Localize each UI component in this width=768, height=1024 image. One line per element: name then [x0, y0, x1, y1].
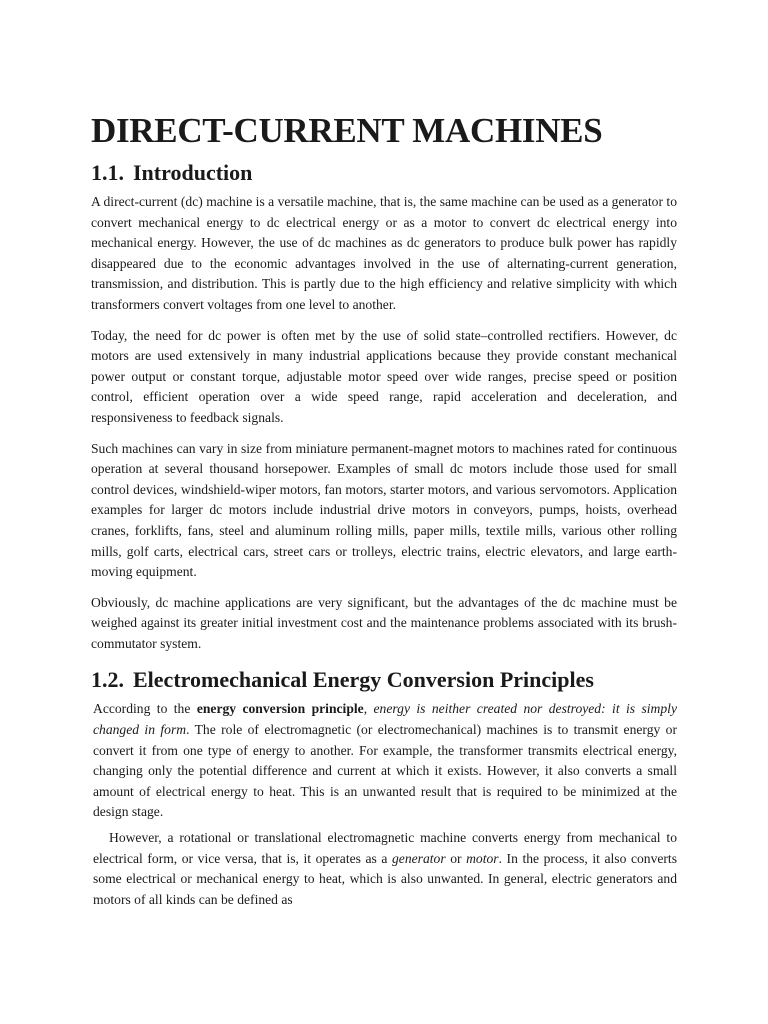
paragraph: Today, the need for dc power is often met by the use of solid state–controlled rectifiers. However, dc motors are used extensively in many industrial applications because they provide constant mechanical power output or constant torque, adjustable motor speed over wide ranges, precise speed or position control, efficient operation over a wide speed range, rapid acceleration and deceleration, and responsiveness to feedback signals.: [91, 327, 677, 425]
bold-term: energy conversion principle: [196, 701, 364, 717]
document-title: DIRECT-CURRENT MACHINES: [91, 111, 603, 150]
paragraph: Such machines can vary in size from miniature permanent-magnet motors to machines rated for continuous operation at several thousand horsepower. Examples of small dc motors include those used for small control devices, windshield-wiper motors, fan motors, starter motors, and various servomotors. Application examples for larger dc motors include industrial drive motors in conveyors, pumps, hoists, overhead cranes, forklifts, fans, steel and aluminum rolling mills, paper mills, textile mills, various other rolling mills, golf carts, electrical cars, street cars or trolleys, electric trains, electric elevators, and large earth-moving equipment.: [91, 440, 677, 580]
text-run: . The role of electromagnetic (or electromechanical) machines is to transmit energy or convert it from one type of energy to another. For example, the transformer transmits electrical energy, changing only the potential difference and current at which it exists. However, it also converts a small amount of electrical energy to heat. This is an unwanted result that is required to be minimized at the design stage.: [93, 722, 677, 820]
section-title: Electromechanical Energy Conversion Principles: [133, 667, 594, 693]
section-heading-introduction: [91, 158, 677, 188]
section-title: Introduction: [133, 160, 253, 185]
section-number: 1.1.: [91, 160, 124, 185]
section-heading-energy-conversion: [91, 665, 677, 695]
paragraph: A direct-current (dc) machine is a versatile machine, that is, the same machine can be used as a generator to convert mechanical energy to dc electrical energy or as a motor to convert dc electrical energy into mechanical energy. However, the use of dc machines as dc generators to produce bulk power has rapidly disappeared due to the economic advantages involved in the use of alternating-current generation, transmission, and distribution. This is partly due to the high efficiency and relative simplicity with which transformers convert voltages from one level to another.: [91, 194, 677, 312]
text-run: According to the: [93, 701, 197, 717]
document-page: [91, 108, 677, 910]
paragraph: [91, 699, 677, 823]
text-run: ,: [363, 701, 374, 717]
paragraph: [91, 828, 677, 910]
italic-term: motor: [466, 850, 499, 866]
text-run: . In the process, it also converts some electrical or mechanical energy to heat, which is also unwanted. In general, electric generators and motors of all kinds can be defined as: [93, 850, 677, 907]
text-run: However, a rotational or translational electromagnetic machine converts energy from mechanical to electrical form, or vice versa, that is, it operates as a: [93, 830, 677, 866]
section-number: 1.2.: [91, 667, 124, 693]
italic-emphasis: energy is neither created nor destroyed: it is simply changed in form: [93, 701, 677, 738]
text-run: or: [445, 850, 467, 866]
paragraph: Obviously, dc machine applications are very significant, but the advantages of the dc machine must be weighed against its greater initial investment cost and the maintenance problems associated with its brush-commutator system.: [91, 594, 677, 651]
italic-term: generator: [392, 850, 446, 866]
